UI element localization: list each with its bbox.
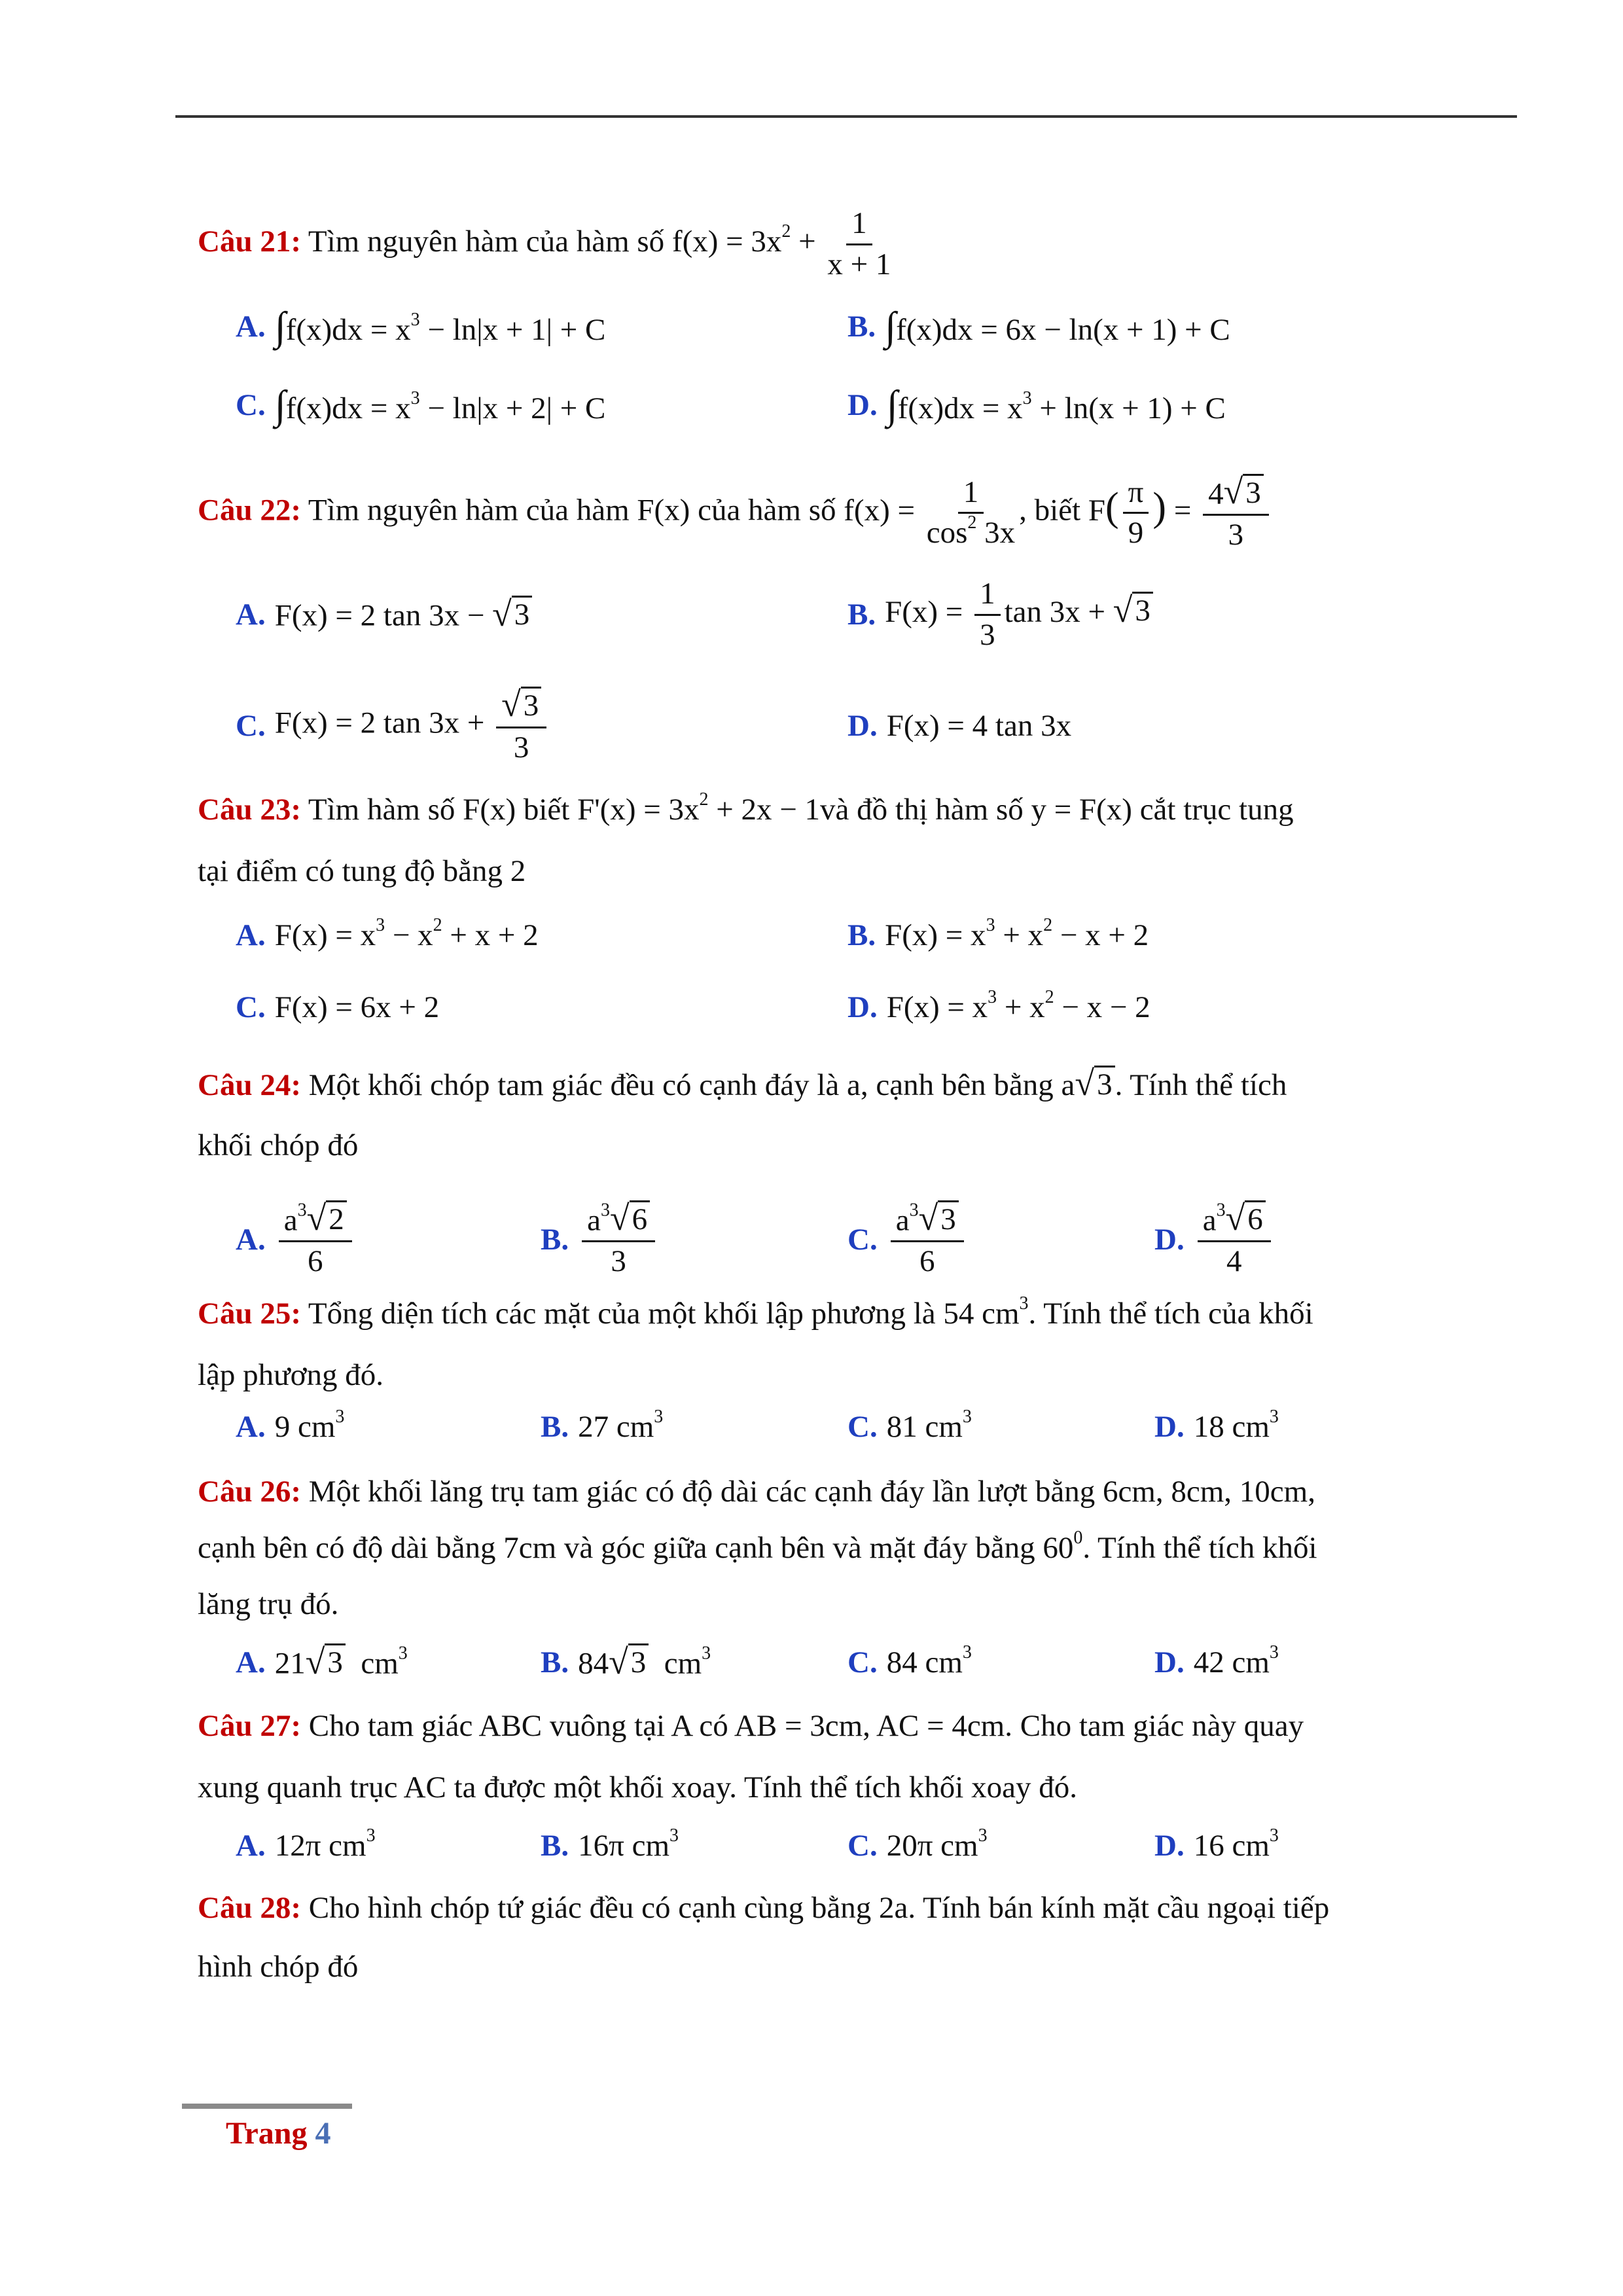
q23-option-a[interactable]: A. $F(x) = x^3 - x^2 + x + 2$ <box>236 915 539 952</box>
q24-option-b[interactable]: B. $a^3$ √ 6 3 <box>541 1194 659 1285</box>
question-label: Câu 23: <box>198 793 301 827</box>
question-text: Tìm nguyên hàm của hàm F(x) của hàm số <box>308 493 836 528</box>
question-26: Câu 26: Một khối lăng trụ tam giác có độ dài các cạnh đáy lần lượt bằng 6cm, 8cm, 10cm, cạnh bên có độ dài bằng 7cm và góc giữa cạnh bên và mặt đáy bằng $60^0$. Tính thể tích khối lăng trụ đó. <box>198 1475 1317 1621</box>
q21-option-d[interactable]: D. $\int f(x)dx = x^3 + \ln(x + 1) + C$ <box>847 382 1226 427</box>
footer-rule <box>182 2104 352 2109</box>
question-24: Câu 24: Một khối chóp tam giác đều có cạnh đáy là a, cạnh bên bằng a √ 3 . Tính thể tích khối chóp đó <box>198 1064 1287 1162</box>
q23-options-row-2 <box>236 971 1453 1043</box>
q27-option-b[interactable]: B. 16π $cm^3$ <box>541 1825 679 1863</box>
q22-option-a[interactable]: A. F(x) = 2 tan 3x − √ 3 <box>236 579 532 651</box>
q22-option-b[interactable]: B. F(x) = $\frac{1}{3}$ tan 3x + √ 3 <box>847 579 1153 651</box>
q23-option-d[interactable]: D. $F(x) = x^3 + x^2 - x - 2$ <box>847 987 1150 1024</box>
q26-options-row <box>236 1630 1453 1695</box>
q21-options-row-2 <box>236 369 1453 441</box>
q23-options-row-1 <box>236 899 1453 971</box>
q23-option-c[interactable]: C. F(x) = 6x + 2 <box>236 990 440 1024</box>
question-22: Câu 22: Tìm nguyên hàm của hàm F(x) của hàm số f(x) = $\frac{1}{\cos^2 3x}$ , biết F( $\frac{\pi}{9}$ ) = 4 √ 3 3 <box>198 474 1448 552</box>
question-27: Câu 27: Cho tam giác ABC vuông tại A có AB = 3cm, AC = 4cm. Cho tam giác này quay xung quanh trục AC ta được một khối xoay. Tính thể tích khối xoay đó. <box>198 1709 1304 1804</box>
question-label: Câu 26: <box>198 1475 301 1509</box>
question-text: Tìm nguyên hàm của hàm số <box>308 224 665 259</box>
q26-option-c[interactable]: C. 84 $cm^3$ <box>847 1642 972 1679</box>
q25-option-a[interactable]: A. 9 $cm^3$ <box>236 1407 345 1444</box>
q27-options-row <box>236 1813 1453 1878</box>
q21-option-c[interactable]: C. $\int f(x)dx = x^3 - \ln|x + 2| + C$ <box>236 382 606 427</box>
question-label: Câu 28: <box>198 1891 301 1925</box>
q23-option-b[interactable]: B. $F(x) = x^3 + x^2 - x + 2$ <box>847 915 1149 952</box>
q27-option-c[interactable]: C. 20π $cm^3$ <box>847 1825 988 1863</box>
q22-options-row-1 <box>236 576 1453 652</box>
question-label: Câu 25: <box>198 1297 301 1331</box>
q26-option-d[interactable]: D. 42 $cm^3$ <box>1154 1642 1279 1679</box>
q24-options-row <box>236 1194 1453 1285</box>
q22-options-row-2 <box>236 685 1453 765</box>
question-label: Câu 24: <box>198 1068 301 1102</box>
q21-option-b[interactable]: B. ∫f(x)dx = 6x − ln(x + 1) + C <box>847 304 1230 349</box>
formula-f: $f(x) = 3x^2$ + $\frac{1}{x + 1}$ <box>671 206 891 281</box>
q25-option-c[interactable]: C. 81 $cm^3$ <box>847 1407 972 1444</box>
q22-option-c[interactable]: C. F(x) = 2 tan 3x + √ 3 3 <box>236 690 550 762</box>
question-21 <box>198 207 1448 281</box>
question-label: Câu 21: <box>198 224 301 259</box>
q24-option-c[interactable]: C. $a^3$ √ 3 6 <box>847 1194 968 1285</box>
q27-option-d[interactable]: D. 16 $cm^3$ <box>1154 1825 1279 1863</box>
q26-option-b[interactable]: B. 84 √ 3 $cm^3$ <box>541 1641 711 1681</box>
q21-options-row-1 <box>236 291 1453 363</box>
question-28: Câu 28: Cho hình chóp tứ giác đều có cạnh cùng bằng 2a. Tính bán kính mặt cầu ngoại tiếp hình chóp đó <box>198 1891 1330 1984</box>
q25-option-d[interactable]: D. 18 $cm^3$ <box>1154 1407 1279 1444</box>
question-label: Câu 22: <box>198 493 301 528</box>
header-rule <box>175 115 1517 118</box>
question-25: Câu 25: Tổng diện tích các mặt của một khối lập phương là 54 $cm^3$. Tính thể tích của khối lập phương đó. <box>198 1293 1313 1392</box>
q25-option-b[interactable]: B. 27 $cm^3$ <box>541 1407 664 1444</box>
q25-options-row <box>236 1394 1453 1460</box>
q21-option-a[interactable]: A. $\int f(x)dx = x^3 - \ln|x + 1| + C$ <box>236 304 606 349</box>
page-number: Trang 4 <box>226 2116 331 2151</box>
q27-option-a[interactable]: A. 12π $cm^3$ <box>236 1825 376 1863</box>
q26-option-a[interactable]: A. 21 √ 3 $cm^3$ <box>236 1641 408 1681</box>
q22-option-d[interactable]: D. F(x) = 4 tan 3x <box>847 709 1072 743</box>
question-23: Câu 23: Tìm hàm số F(x) biết $F'(x) = 3x^2 + 2x$ − 1và đồ thị hàm số y = F(x) cắt trục tung tại điểm có tung độ bằng 2 <box>198 789 1294 888</box>
question-label: Câu 27: <box>198 1709 301 1743</box>
q24-option-d[interactable]: D. $a^3$ √ 6 4 <box>1154 1194 1275 1285</box>
q24-option-a[interactable]: A. $a^3$ √ 2 6 <box>236 1194 356 1285</box>
